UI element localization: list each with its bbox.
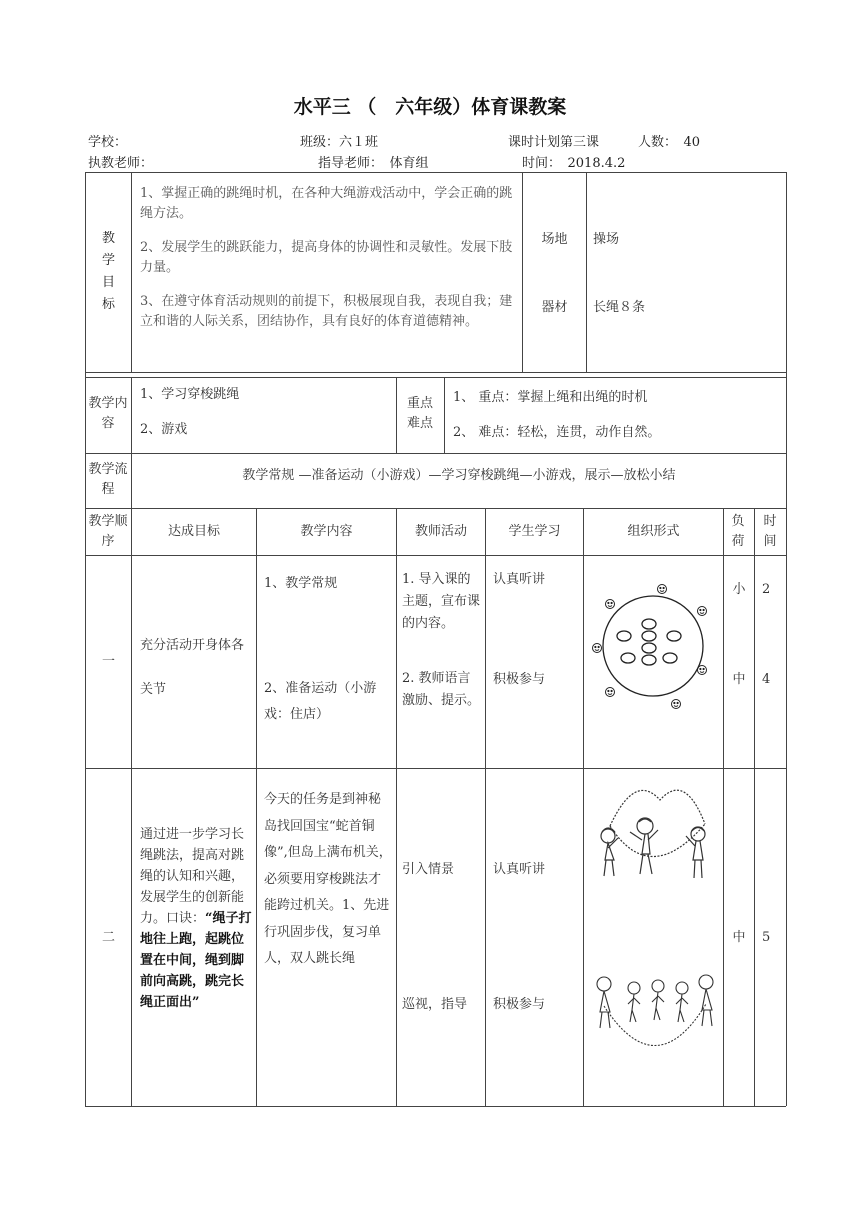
page-title: 水平三 （ 六年级）体育课教案: [293, 96, 567, 118]
row-time: 2: [762, 582, 771, 597]
lesson-field: 课时计划第三课: [508, 135, 600, 150]
content-label: 教学内容: [88, 396, 128, 431]
rope-jumping-illustration: [590, 778, 716, 898]
row-teacher-item: 引入情景: [402, 862, 455, 877]
row-student-item: 认真听讲: [493, 572, 546, 587]
row-goal: 通过进一步学习长绳跳法，提高对跳绳的认知和兴趣，发展学生的创新能力。口诀：“绳子打地往上跑，起跳位置在中间，绳到脚前向高跳，跳完长绳正面出”: [140, 827, 252, 1010]
col-header-load: 负荷: [731, 514, 745, 549]
col-header-sequence: 教学顺序: [88, 514, 128, 549]
row-sequence: 二: [101, 930, 115, 945]
rhyme-text: “绳子打地往上跑，起跳位置在中间，绳到脚前向高跳，跳完长绳正面出”: [140, 911, 252, 1010]
circle-formation-diagram: [588, 580, 716, 712]
row-student-item: 积极参与: [493, 672, 546, 687]
flow-text: 教学常规 —准备运动（小游戏）—学习穿梭跳绳—小游戏，展示—放松小结: [242, 468, 676, 483]
row-time: 4: [762, 672, 771, 687]
objective-item: 2、发展学生的跳跃能力，提高身体的协调性和灵敏性。发展下肢力量。: [140, 240, 513, 275]
row-load: 小: [732, 582, 746, 597]
objectives-label: 教 学 目 标: [101, 231, 115, 312]
col-header-time: 时间: [763, 514, 777, 549]
row-student-item: 积极参与: [493, 997, 546, 1012]
row-teacher-item: 2. 教师语言激励、提示。: [402, 671, 481, 708]
objective-item: 1、掌握正确的跳绳时机，在各种大绳游戏活动中，学会正确的跳绳方法。: [140, 186, 513, 221]
objective-item: 3、在遵守体育活动规则的前提下，积极展现自我，表现自我；建立和谐的人际关系，团结协作，具有良好的体育道德精神。: [140, 294, 513, 329]
objectives-list: [140, 184, 518, 332]
student-count-field: 人数： 40: [638, 135, 701, 150]
row-teacher-item: 1. 导入课的主题，宣布课的内容。: [402, 572, 481, 631]
venue-label: 场地: [541, 232, 568, 247]
content-item: 2、游戏: [140, 422, 188, 437]
row-load: 中: [732, 672, 746, 687]
row-load: 中: [732, 930, 746, 945]
class-field: 班级：六１班: [300, 135, 379, 150]
advisor-field: 指导老师： 体育组: [318, 156, 429, 171]
col-header-student: 学生学习: [508, 524, 561, 539]
long-rope-group-illustration: [590, 966, 718, 1066]
venue-value: 操场: [593, 232, 620, 247]
row-goal: 充分活动开身体各关节: [140, 638, 245, 697]
school-field: 学校：: [88, 135, 128, 150]
equipment-label: 器材: [541, 300, 568, 315]
key-point-item: 1、 重点：掌握上绳和出绳的时机: [453, 390, 648, 405]
date-field: 时间： 2018.4.2: [522, 156, 626, 171]
row-time: 5: [762, 930, 771, 945]
row-student-item: 认真听讲: [493, 862, 546, 877]
row-sequence: 一: [101, 654, 115, 669]
row-content: 今天的任务是到神秘岛找回国宝“蛇首铜像”,但岛上满布机关，必须要用穿梭跳法才能跨过机关。1、先进行巩固步伐，复习单人，双人跳长绳: [264, 792, 392, 966]
col-header-organization: 组织形式: [627, 524, 680, 539]
key-point-item: 2、 难点：轻松，连贯，动作自然。: [453, 425, 661, 440]
equipment-value: 长绳８条: [593, 300, 646, 315]
row-content-item: 1、教学常规: [264, 576, 338, 591]
flow-label: 教学流程: [88, 462, 128, 497]
col-header-content: 教学内容: [300, 524, 353, 539]
row-content-item: 2、准备运动（小游戏：住店）: [264, 681, 377, 722]
teacher-field: 执教老师：: [88, 156, 154, 171]
col-header-teacher: 教师活动: [414, 524, 467, 539]
content-item: 1、学习穿梭跳绳: [140, 387, 240, 402]
row-teacher-item: 巡视，指导: [402, 997, 468, 1012]
col-header-goal: 达成目标: [167, 524, 220, 539]
key-points-label: 重点难点: [406, 396, 433, 431]
